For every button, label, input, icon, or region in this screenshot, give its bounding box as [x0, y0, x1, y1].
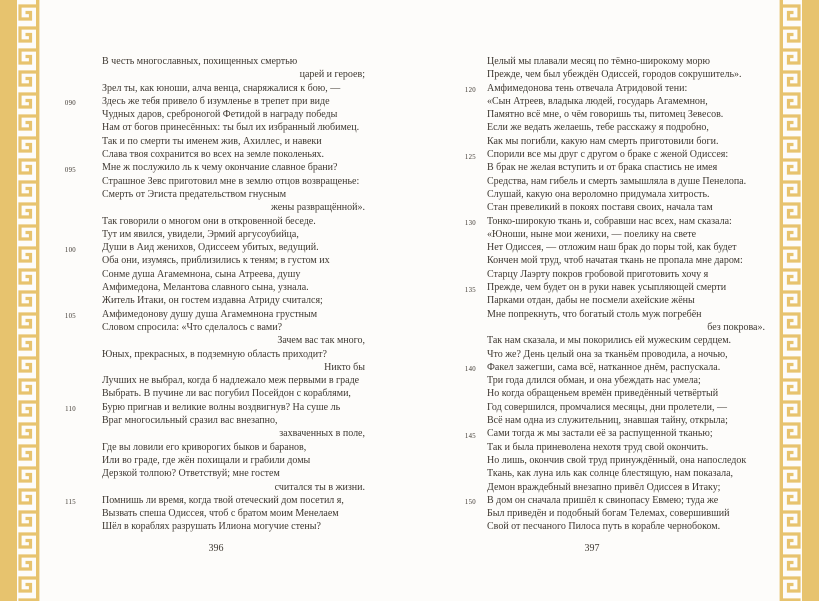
verse-text: Если же ведать желаешь, тебе расскажу я подробно, [487, 122, 709, 134]
verse-line [102, 507, 372, 520]
verse-text: Смерть от Эгиста предательством гнусным [102, 188, 287, 200]
verse-text: Чудных даров, среброногой Фетидой в награду победы [102, 109, 338, 121]
verse-text: Амфимедона, Мелантова славного сына, узнала. [102, 282, 309, 294]
verse-number: 135 [464, 286, 476, 294]
verse-text: царей и героев; [299, 69, 365, 81]
verse-number: 120 [464, 87, 476, 95]
verse-number: 130 [464, 220, 476, 228]
verse-line [487, 374, 772, 387]
verse-line [487, 108, 772, 121]
verse-line [102, 121, 372, 134]
verse-text: Страшное Зевс приготовил мне в землю отцов возвращенье: [102, 175, 360, 187]
verse-line [487, 188, 772, 201]
verse-text: Где вы ловили его криворогих быков и баранов, [102, 441, 307, 453]
verse-line [102, 334, 372, 347]
verse-line [102, 108, 372, 121]
verse-number: 115 [65, 499, 76, 507]
greek-key-border-right-icon [777, 0, 819, 601]
verse-text: Стан превеликий в покоях поставя своих, начала там [487, 202, 713, 214]
verse-line [487, 121, 772, 134]
verse-line [64, 308, 372, 321]
verse-line [487, 201, 772, 214]
verse-line [487, 294, 772, 307]
verse-line [487, 387, 772, 400]
verse-text: Так и была приневолена нехотя труд свой окончить. [487, 441, 709, 453]
verse-text: Или во граде, где жён похищали и грабили домы [102, 454, 311, 466]
verse-number: 090 [64, 100, 76, 108]
page-left [60, 55, 372, 554]
verse-line [65, 494, 372, 507]
verse-line [487, 308, 772, 321]
verse-text: Так нам сказала, и мы покорились ей мужеским сердцем. [487, 335, 732, 347]
verse-text: Целый мы плавали месяц по тёмно-широкому морю [487, 56, 710, 67]
verse-line [464, 82, 772, 95]
verse-text: Прежде, чем был убеждён Одиссей, городов сокрушитель». [487, 69, 742, 81]
verse-line [102, 228, 372, 241]
verse-text: В брак не желая вступить и от брака спастись не имея [487, 162, 718, 174]
verse-text: Демон враждебный внезапно привёл Одиссея в Итаку; [487, 481, 721, 493]
verse-text: Спорили все мы друг с другом о браке с женой Одиссея: [487, 149, 729, 161]
verse-line [102, 294, 372, 307]
verse-text: Так и по смерти ты именем жив, Ахиллес, и навеки [102, 135, 322, 147]
verse-line [487, 228, 772, 241]
verse-text: Но когда обращеньем времён приведённый четвёртый [487, 388, 719, 400]
verse-text: Что же? День целый она за тканьём проводила, а ночью, [487, 348, 728, 360]
verse-line [487, 334, 772, 347]
verse-line [102, 374, 372, 387]
verse-number: 140 [464, 366, 476, 374]
verse-line [102, 135, 372, 148]
verse-number: 110 [65, 406, 76, 414]
verse-text: считался ты в жизни. [274, 481, 365, 493]
verse-line [487, 95, 772, 108]
page-number: 397 [584, 543, 600, 554]
verse-text: Житель Итаки, он гостем издавна Атриду считался; [102, 295, 323, 307]
verse-line [464, 427, 772, 440]
verse-text: Амфимедонова тень отвечала Атридовой тени: [487, 82, 688, 94]
page-number: 396 [208, 543, 224, 554]
verse-text: Слава твоя сохранится во всех на земле поколеньях. [102, 149, 325, 161]
verse-line [102, 82, 372, 95]
verse-text: Враг многосильный сразил вас внезапно, [102, 415, 278, 427]
verse-text: Прежде, чем будет он в руки навек усыпляющей смерти [487, 282, 727, 294]
verse-text: Тонко-широкую ткань и, собравши нас всех, нам сказала: [487, 215, 732, 227]
verse-text: Души в Аид женихов, Одиссеем убитых, ведущий. [102, 242, 319, 254]
verse-text: Свой от песчаного Пилоса путь в корабле чернобоком. [487, 521, 721, 533]
verse-text: жены развращённой». [270, 202, 365, 214]
verse-line [487, 348, 772, 361]
verse-line [102, 281, 372, 294]
verse-line [487, 507, 772, 520]
verse-line [487, 135, 772, 148]
verse-line [102, 268, 372, 281]
verse-text: Кончен мой труд, чтоб начатая ткань не пропала мне даром: [487, 255, 743, 267]
verse-text: Оба они, изумясь, приблизились к теням; в густом их [102, 255, 330, 267]
verse-line [102, 454, 372, 467]
verse-text: Всё нам одна из служительниц, знавшая тайну, открыла; [487, 415, 728, 427]
verse-text: Амфимедонову душу душа Агамемнона грустным [102, 308, 318, 320]
verse-line [487, 161, 772, 174]
verse-text: Шёл в кораблях разрушать Илиона могучие стены? [102, 521, 321, 533]
verse-line [464, 215, 772, 228]
verse-line [102, 188, 372, 201]
verse-line [102, 387, 372, 400]
verse-text: Три года длился обман, и она убеждать нас умела; [487, 375, 701, 387]
verse-line [102, 254, 372, 267]
verse-line [464, 494, 772, 507]
verse-line [102, 348, 372, 361]
verse-line [102, 201, 372, 214]
verse-line [487, 401, 772, 414]
verse-line [102, 427, 372, 440]
greek-key-border-left-icon [0, 0, 42, 601]
verse-text: Памятно всё мне, о чём говоришь ты, питомец Зевесов. [487, 109, 724, 121]
verse-text: Год совершился, промчалися месяцы, дни пролетели, — [487, 401, 727, 413]
verse-number: 125 [464, 153, 476, 161]
verse-text: Факел зажегши, сама всё, натканное днём, распускала. [487, 361, 721, 373]
verse-text: Вызвать спеша Одиссея, чтоб с братом моим Менелаем [102, 508, 339, 520]
verse-text: Был приведён и подобный богам Телемах, совершивший [487, 508, 730, 520]
verse-text: Юных, прекрасных, в подземную область приходит? [102, 348, 327, 360]
verse-text: Средства, нам гибель и смерть замышляла в душе Пенелопа. [487, 175, 747, 187]
verse-line [102, 148, 372, 161]
verse-line [487, 520, 772, 533]
verse-text: Мне попрекнуть, что богатый столь муж погребён [487, 308, 702, 320]
verse-text: захваченных в поле, [279, 428, 365, 440]
verse-text: без покрова». [707, 321, 765, 333]
verse-text: Мне ж послужило ль к чему окончание славное брани? [102, 162, 338, 174]
verse-line [102, 441, 372, 454]
verse-text: «Юноши, ныне мои женихи, — поелику на свете [487, 228, 697, 240]
verse-text: Нет Одиссея, — отложим наш брак до поры той, как будет [487, 242, 737, 254]
verse-number: 100 [64, 246, 76, 254]
verse-text: Старцу Лаэрту покров гробовой приготовить хочу я [487, 268, 709, 280]
verse-line [487, 254, 772, 267]
verse-text: Помнишь ли время, когда твой отеческий дом посетил я, [102, 494, 344, 506]
verse-text: Как мы погибли, какую нам смерть приготовили боги. [487, 135, 719, 147]
verse-line [102, 520, 372, 533]
verse-text: Нам от богов принесённых: ты был их избранный любимец. [102, 122, 360, 134]
verse-text: Бурю пригнав и великие волны воздвигнув? На суше ль [102, 401, 341, 413]
verse-text: Выбрать. В пучине ли вас погубил Посейдон с кораблями, [102, 388, 351, 400]
verse-line [464, 281, 772, 294]
verse-number: 150 [464, 499, 476, 507]
verse-lines [460, 55, 772, 534]
verse-text: Тут им явился, увидели, Эрмий аргусоубийца, [102, 228, 299, 240]
verse-line [65, 401, 372, 414]
verse-text: В дом он сначала пришёл к свинопасу Евмею; туда же [487, 494, 719, 506]
verse-line [102, 467, 372, 480]
verse-line [487, 414, 772, 427]
verse-text: Словом спросила: «Что сделалось с вами? [102, 321, 283, 333]
verse-line [487, 241, 772, 254]
verse-text: Сами тогда ж мы застали её за распущенной тканью; [487, 428, 713, 440]
verse-lines [60, 55, 372, 534]
verse-text: Сонме душа Агамемнона, сына Атреева, душу [102, 268, 301, 280]
verse-line [64, 95, 372, 108]
verse-line [102, 55, 372, 68]
verse-line [487, 55, 772, 68]
verse-text: Парками отдан, дабы не посмели ахейские жёны [487, 295, 695, 307]
verse-text: Ткань, как луна иль как солнце блестящую, нам показала, [487, 468, 734, 480]
verse-line [102, 361, 372, 374]
verse-line [487, 454, 772, 467]
verse-number: 095 [64, 166, 76, 174]
page-right [460, 55, 772, 554]
verse-line [102, 321, 372, 334]
verse-line [464, 361, 772, 374]
verse-line [487, 175, 772, 188]
verse-line [102, 215, 372, 228]
verse-line [102, 68, 372, 81]
verse-line [64, 241, 372, 254]
verse-line [487, 467, 772, 480]
verse-line [487, 268, 772, 281]
verse-text: Здесь же тебя привело б изумленье в трепет при виде [102, 95, 330, 107]
verse-line [487, 68, 772, 81]
verse-line [102, 481, 372, 494]
verse-text: Зачем вас так много, [277, 335, 365, 347]
verse-text: Дерзкой толпою? Ответствуй; мне гостем [102, 468, 280, 480]
verse-line [64, 161, 372, 174]
verse-line [487, 321, 772, 334]
verse-line [102, 414, 372, 427]
verse-text: В честь многославных, похищенных смертью [102, 56, 298, 67]
verse-line [102, 175, 372, 188]
verse-text: Лучших не выбрал, когда б надлежало меж первыми в граде [102, 375, 360, 387]
verse-number: 145 [464, 432, 476, 440]
verse-text: «Сын Атреев, владыка людей, государь Агамемнон, [487, 95, 708, 107]
verse-text: Но лишь, окончив свой труд принуждённый, она напоследок [487, 454, 747, 466]
verse-line [487, 481, 772, 494]
verse-text: Слушай, какую она вероломно придумала хитрость. [487, 188, 710, 200]
verse-text: Так говорили о многом они в откровенной беседе. [102, 215, 316, 227]
verse-text: Зрел ты, как юноши, алча венца, снаряжалися к бою, — [102, 82, 341, 94]
verse-text: Никто бы [324, 361, 365, 373]
verse-number: 105 [64, 313, 76, 321]
verse-line [487, 441, 772, 454]
verse-line [464, 148, 772, 161]
